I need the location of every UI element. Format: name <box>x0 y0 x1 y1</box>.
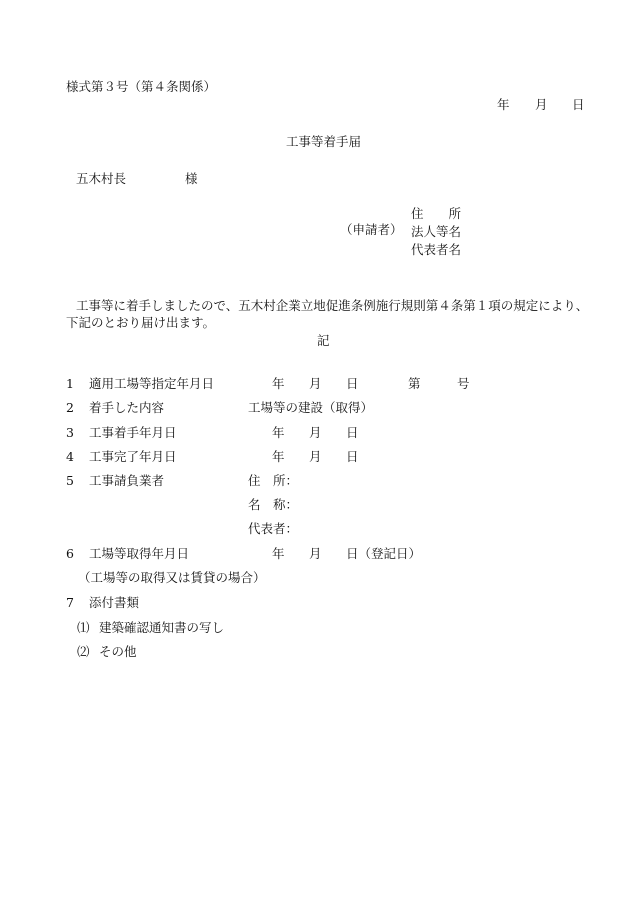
applicant-representative: 代表者名 <box>411 242 462 257</box>
attachment-number: ⑵ <box>77 644 90 659</box>
item-day: 日 <box>346 376 359 391</box>
attachment-label: その他 <box>99 644 137 659</box>
attachment-number: ⑴ <box>77 620 90 635</box>
item-label: 工事完了年月日 <box>89 449 177 464</box>
ki-heading: 記 <box>317 333 330 348</box>
item-label: 工事着手年月日 <box>89 425 177 440</box>
addressee-honorific: 様 <box>185 171 198 186</box>
contractor-representative: 代表者： <box>248 521 299 536</box>
applicant-label: （申請者） <box>340 222 403 237</box>
attachment-label: 建築確認通知書の写し <box>99 620 225 635</box>
item-value: 工場等の建設（取得） <box>248 400 374 415</box>
item-label: 工事請負業者 <box>89 473 165 488</box>
body-line-2: 下記のとおり届け出ます。 <box>66 315 216 330</box>
item-go: 号 <box>457 376 470 391</box>
date-month: 月 <box>535 97 548 112</box>
item-dai: 第 <box>408 376 421 391</box>
item-number: 2 <box>66 400 74 415</box>
item-year: 年 <box>272 449 285 464</box>
form-number: 様式第３号（第４条関係） <box>66 79 217 94</box>
item-note: （工場等の取得又は賃貸の場合） <box>78 570 266 585</box>
date-day: 日 <box>572 97 585 112</box>
document-title: 工事等着手届 <box>286 134 362 149</box>
applicant-address: 住 所 <box>411 206 462 221</box>
item-day: 日（登記日） <box>346 546 422 561</box>
item-month: 月 <box>309 376 322 391</box>
item-year: 年 <box>272 546 285 561</box>
item-day: 日 <box>346 425 359 440</box>
addressee-name: 五木村長 <box>76 171 127 186</box>
date-year: 年 <box>497 97 510 112</box>
item-month: 月 <box>309 425 322 440</box>
item-month: 月 <box>309 546 322 561</box>
item-year: 年 <box>272 425 285 440</box>
item-number: 5 <box>66 473 74 488</box>
item-day: 日 <box>346 449 359 464</box>
item-label: 適用工場等指定年月日 <box>89 376 215 391</box>
item-label: 工場等取得年月日 <box>89 546 190 561</box>
contractor-address: 住 所： <box>248 473 299 488</box>
item-number: 3 <box>66 425 74 440</box>
item-label: 着手した内容 <box>89 400 165 415</box>
item-label: 添付書類 <box>89 595 140 610</box>
body-line-1: 工事等に着手しましたので、五木村企業立地促進条例施行規則第４条第１項の規定により、 <box>76 298 589 313</box>
contractor-name: 名 称： <box>248 497 299 512</box>
item-number: 7 <box>66 595 74 610</box>
item-month: 月 <box>309 449 322 464</box>
item-number: 4 <box>66 449 74 464</box>
item-number: 1 <box>66 376 74 391</box>
applicant-corp-name: 法人等名 <box>411 224 462 239</box>
item-year: 年 <box>272 376 285 391</box>
item-number: 6 <box>66 546 74 561</box>
